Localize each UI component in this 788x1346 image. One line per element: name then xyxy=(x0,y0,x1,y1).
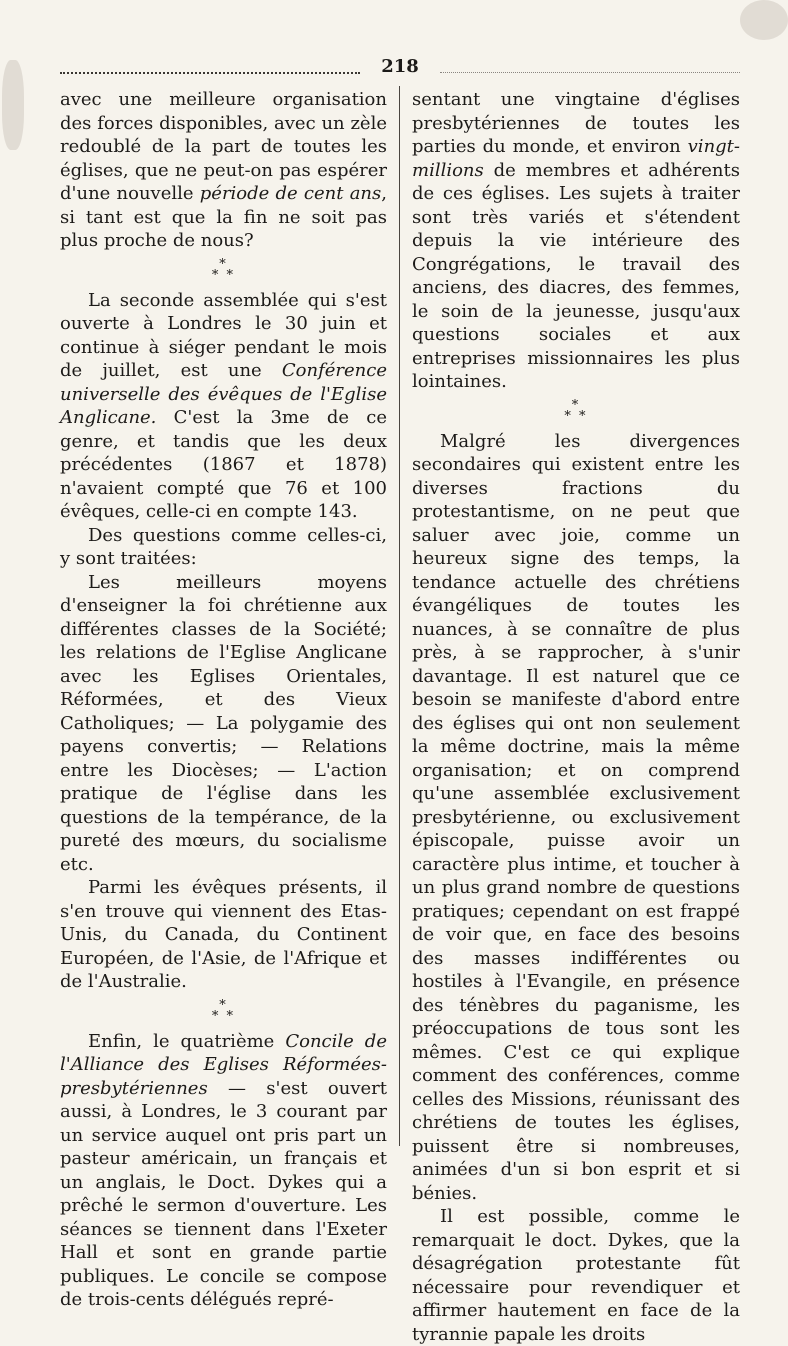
section-separator xyxy=(60,256,387,283)
italic-text: vingt-millions xyxy=(412,136,740,181)
paragraph: Il est possible, comme le remarquait le doct. Dykes, que la désagrégation protestante fût nécessaire pour revendiquer et affirmer hautement en face de la tyrannie papale les droits xyxy=(412,1206,740,1345)
page-header xyxy=(60,56,740,80)
header-rule-left xyxy=(60,72,360,74)
paragraph: Malgré les divergences secondaires qui existent entre les diverses fractions du protestantisme, on ne peut que saluer avec joie, comme un heureux signe des temps, la tendance actuelle des chrétiens évangéliques de toutes les nuances, à se connaître de plus près, à se rapprocher, à s'unir davantage. Il est naturel que ce besoin se manifeste d'abord entre des églises qui ont non seulement la même doctrine, mais la même organisation; et on comprend qu'une assemblée exclusivement presbytérienne, ou exclusivement épiscopale, puisse avoir un caractère plus intime, et toucher à un plus grand nombre de questions pratiques; cependant on est frappé de voir que, en face des besoins des masses indifférentes ou hostiles à l'Evangile, en présence des ténèbres du paganisme, les préoccupations de tous sont les mêmes. C'est ce qui explique comment des conférences, comme celles des Missions, réunissant des chrétiens de toutes les églises, puissent être si nombreuses, animées d'un si bon esprit et si bénies. xyxy=(412,430,740,1204)
italic-text: Conférence universelle des évêques de l'Eglise Anglicane. xyxy=(60,360,387,428)
text: — s'est ouvert aussi, à Londres, le 3 courant par un service auquel ont pris part un pasteur américain, un français et un anglais, le Doct. Dykes qui a prêché le sermon d'ouverture. Les séances se tiennent dans l'Exeter Hall et sont en grande partie publiques. Le concile se compose de trois-cents délégués repré- xyxy=(60,1077,387,1310)
text: La seconde assemblée qui s'est ouverte à Londres le 30 juin et continue à siéger pendant le mois de juillet, est une xyxy=(60,289,387,381)
text: , si tant est que la fin ne soit pas plus proche de nous? xyxy=(60,183,387,251)
paragraph: Les meilleurs moyens d'enseigner la foi chrétienne aux différentes classes de la Société; les relations de l'Eglise Anglicane avec les Eglises Orientales, Réformées, et des Vieux Catholiques; — La polygamie des payens convertis; — Relations entre les Diocèses; — L'action pratique de l'église dans les questions de la tempérance, de la pureté des mœurs, du socialisme etc. xyxy=(60,571,387,875)
italic-text: période de cent ans xyxy=(199,183,382,204)
column-divider xyxy=(399,86,400,1146)
asterism-top: * xyxy=(571,397,581,413)
paragraph: Des questions comme celles-ci, y sont traitées: xyxy=(60,524,387,569)
text: sentant une vingtaine d'églises presbytériennes de toutes les parties du monde, et environ xyxy=(412,89,740,157)
italic-text: Concile de l'Alliance des Eglises Réformées-presbytériennes xyxy=(60,1030,387,1099)
section-separator xyxy=(60,997,387,1024)
asterism-bottom: * * xyxy=(211,267,236,283)
paragraph xyxy=(412,88,740,394)
paragraph: Parmi les évêques présents, il s'en trouve qui viennent des Etas-Unis, du Canada, du Continent Européen, de l'Asie, de l'Afrique et de l'Australie. xyxy=(60,877,387,992)
paragraph xyxy=(60,1030,387,1312)
asterism-bottom: * * xyxy=(211,1008,236,1024)
asterism-top: * xyxy=(219,997,228,1013)
text: avec une meilleure organisation des forces disponibles, avec un zèle redoublé de la part de toutes les églises, que ne peut-on pas espérer d'une nouvelle xyxy=(60,89,387,204)
header-rule-right xyxy=(440,72,740,73)
asterism-bottom: * * xyxy=(564,408,588,424)
paragraph xyxy=(60,88,387,253)
paragraph xyxy=(60,289,387,524)
ink-spot xyxy=(2,60,24,150)
asterism-top: * xyxy=(219,256,228,272)
right-column xyxy=(412,88,740,1346)
text: Enfin, le quatrième xyxy=(88,1030,286,1052)
ink-spot xyxy=(740,0,788,40)
text: C'est la 3me de ce genre, et tandis que les deux précédentes (1867 et 1878) n'avaient compté que 76 et 100 évêques, celle-ci en compte 143. xyxy=(60,407,387,522)
page-number: 218 xyxy=(381,56,419,77)
section-separator xyxy=(412,397,740,424)
text: de membres et adhérents de ces églises. Les sujets à traiter sont très variés et s'étendent depuis la vie intérieure des Congrégations, le travail des anciens, des diacres, des femmes, le soin de la jeunesse, jusqu'aux questions sociales et aux entreprises missionnaires les plus lointaines. xyxy=(412,159,740,392)
left-column xyxy=(60,88,387,1312)
